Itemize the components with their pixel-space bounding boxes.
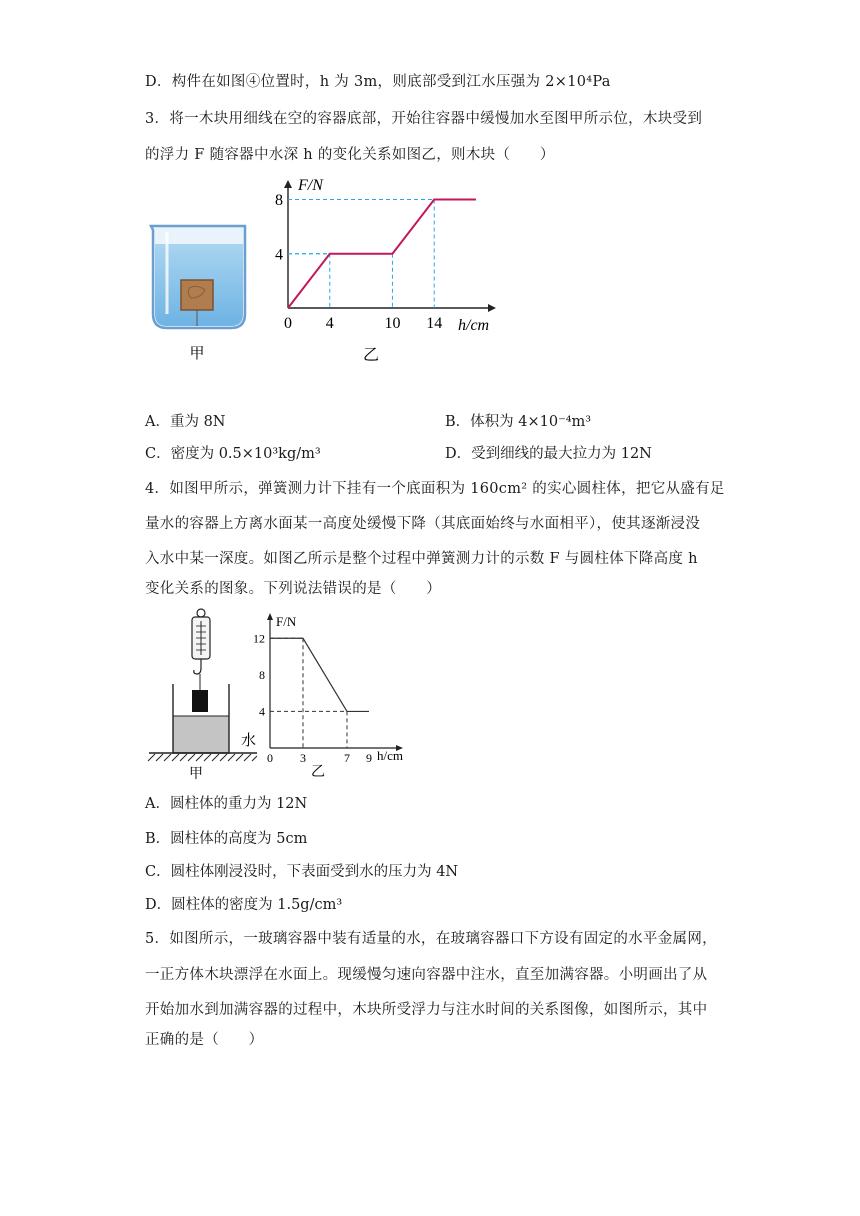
x-tick-label: 10 (384, 315, 401, 332)
q4-stem-line-4: 变化关系的图象。下列说法错误的是（ ） (145, 581, 441, 597)
q3-yi-label: 乙 (362, 347, 380, 364)
q3-stem-line-1: 3．将一木块用细线在空的容器底部，开始往容器中缓慢加水至图甲所示位，木块受到 (145, 111, 703, 127)
q4-option-d: D．圆柱体的密度为 1.5g/cm³ (145, 897, 343, 913)
q4-y-axis-label: F/N (276, 614, 297, 629)
q4-graph (250, 608, 415, 783)
q2-option-d: D．构件在如图④位置时，h 为 3m，则底部受到江水压强为 2×10⁴Pa (145, 74, 611, 90)
q3-stem-line-2: 的浮力 F 随容器中水深 h 的变化关系如图乙，则木块（ ） (145, 147, 555, 163)
q5-stem-line-4: 正确的是（ ） (145, 1032, 264, 1048)
q4-stem-line-3: 入水中某一深度。如图乙所示是整个过程中弹簧测力计的示数 F 与圆柱体下降高度 h (145, 551, 698, 567)
q3-graph (268, 168, 508, 368)
cylinder-block (192, 690, 208, 712)
q4-yi-label: 乙 (311, 765, 325, 780)
q4-option-a: A．圆柱体的重力为 12N (145, 796, 308, 812)
x-tick-label: 3 (300, 751, 306, 765)
q4-jia-label: 甲 (189, 767, 203, 781)
x-tick-label: 4 (325, 315, 334, 332)
q3-option-d: D．受到细线的最大拉力为 12N (445, 446, 652, 462)
q4-stem-line-1: 4．如图甲所示，弹簧测力计下挂有一个底面积为 160cm² 的实心圆柱体，把它从盛有足 (145, 481, 725, 497)
x-tick-label: 0 (267, 751, 273, 765)
x-tick-label: 14 (426, 315, 443, 332)
x-tick-label: 0 (284, 315, 292, 332)
q3-option-c: C．密度为 0.5×10³kg/m³ (145, 446, 321, 462)
q3-beaker-figure (145, 218, 255, 363)
x-tick-label: 7 (344, 751, 350, 765)
wood-block (181, 280, 213, 310)
y-tick-label: 4 (275, 246, 283, 264)
spring-scale (192, 609, 210, 690)
q4-water-label: 水 (241, 733, 257, 749)
q3-option-a: A．重为 8N (145, 414, 226, 430)
x-tick-label: 9 (366, 751, 372, 765)
q5-stem-line-2: 一正方体木块漂浮在水面上。现缓慢匀速向容器中注水，直至加满容器。小明画出了从 (145, 967, 708, 983)
q5-stem-line-1: 5．如图所示，一玻璃容器中装有适量的水，在玻璃容器口下方设有固定的水平金属网， (145, 931, 717, 947)
q4-option-c: C．圆柱体刚浸没时，下表面受到水的压力为 4N (145, 864, 459, 880)
q3-option-b: B．体积为 4×10⁻⁴m³ (445, 414, 592, 430)
q3-x-axis-label: h/cm (458, 317, 490, 334)
q4-x-axis-label: h/cm (377, 748, 403, 763)
y-tick-label: 4 (259, 704, 265, 719)
q4-apparatus-figure (145, 606, 260, 781)
y-tick-label: 8 (259, 668, 265, 683)
q3-y-axis-label: F/N (298, 177, 323, 194)
y-tick-label: 8 (275, 192, 283, 210)
y-tick-label: 12 (253, 631, 265, 646)
q5-stem-line-3: 开始加水到加满容器的过程中，木块所受浮力与注水时间的关系图像，如图所示，其中 (145, 1002, 708, 1018)
q4-option-b: B．圆柱体的高度为 5cm (145, 831, 308, 847)
series-line (270, 638, 369, 711)
q3-jia-label: 甲 (189, 346, 205, 362)
q4-stem-line-2: 量水的容器上方离水面某一高度处缓慢下降（其底面始终与水面相平），使其逐渐浸没 (145, 516, 701, 532)
